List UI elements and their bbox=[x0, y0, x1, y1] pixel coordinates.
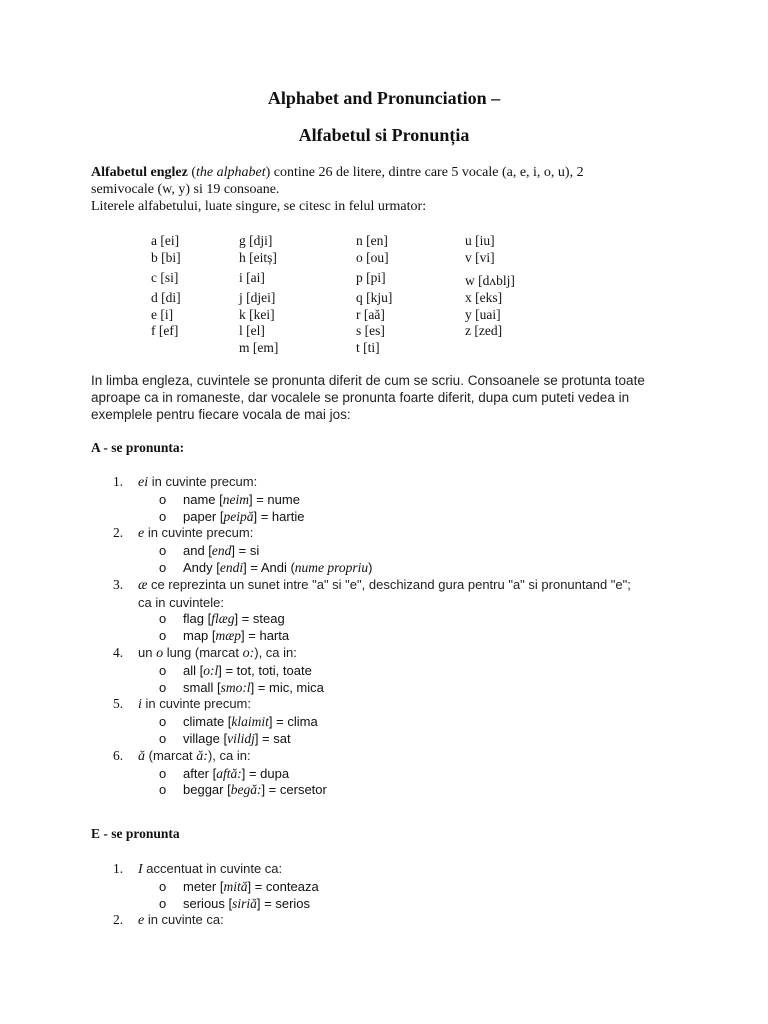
example-word: paper [ bbox=[183, 508, 224, 524]
section-e-list bbox=[91, 861, 691, 930]
item-text: lung (marcat bbox=[163, 644, 243, 660]
list-number: 1. bbox=[113, 474, 124, 489]
list-number: 2. bbox=[113, 525, 124, 541]
alphabet-letter: c [si] bbox=[151, 270, 179, 285]
list-number: 5. bbox=[113, 696, 124, 712]
example-item bbox=[91, 879, 691, 896]
intro-paren: ( bbox=[187, 165, 196, 180]
example-gloss: ] = harta bbox=[241, 628, 290, 644]
alphabet-letter: a [ei] bbox=[151, 233, 180, 248]
alphabet-letter: t [ti] bbox=[356, 339, 380, 355]
intro-rest: ) contine 26 de litere, dintre care 5 vocale (a, e, i, o, u), 2 bbox=[265, 165, 584, 180]
example-gloss: ] = si bbox=[231, 543, 260, 559]
example-gloss: ] = mic, mica bbox=[250, 679, 324, 695]
example-word: Andy [ bbox=[183, 559, 220, 575]
lead-plain: un bbox=[138, 644, 157, 660]
example-word: and [ bbox=[183, 543, 212, 559]
example-gloss: ] = Andi ( bbox=[243, 559, 295, 575]
item-text: in cuvinte precum: bbox=[148, 474, 258, 489]
example-ipa: mită bbox=[223, 878, 248, 894]
bullet-icon: o bbox=[159, 878, 167, 894]
example-item bbox=[91, 896, 691, 913]
sound-symbol: i bbox=[138, 697, 142, 713]
sound-symbol: I bbox=[138, 862, 143, 877]
alphabet-letter: r [aă] bbox=[356, 306, 385, 322]
intro-line-3: Literele alfabetului, luate singure, se citesc in felul urmator: bbox=[91, 199, 427, 214]
example-word: flag [ bbox=[183, 611, 212, 627]
alphabet-letter: g [dji] bbox=[239, 233, 273, 248]
item-text-after: ), ca in: bbox=[254, 644, 297, 660]
list-item-text bbox=[138, 861, 691, 879]
list-item bbox=[91, 748, 691, 766]
alphabet-letter: m [em] bbox=[239, 339, 279, 355]
alphabet-letter: q [kju] bbox=[356, 290, 393, 305]
list-item-text-cont: ca in cuvintele: bbox=[138, 594, 224, 610]
example-word: village [ bbox=[183, 730, 228, 746]
example-ipa: begă: bbox=[230, 782, 262, 798]
intro-line-1 bbox=[91, 164, 691, 181]
list-item-text bbox=[138, 645, 691, 663]
example-gloss: ] = tot, toti, toate bbox=[218, 662, 312, 678]
bullet-icon: o bbox=[159, 714, 167, 730]
list-item bbox=[91, 525, 691, 543]
bullet-icon: o bbox=[159, 679, 167, 695]
example-item bbox=[91, 492, 691, 509]
alphabet-letter: o [ou] bbox=[356, 249, 389, 265]
list-number: 2. bbox=[113, 912, 124, 928]
section-a-list bbox=[91, 474, 691, 799]
item-text: in cuvinte precum: bbox=[141, 696, 251, 712]
sound-symbol: e bbox=[138, 526, 145, 542]
example-item bbox=[91, 680, 691, 697]
list-number: 3. bbox=[113, 576, 124, 592]
example-word: beggar [ bbox=[183, 782, 231, 798]
alphabet-letter: j [djei] bbox=[239, 290, 276, 305]
example-word: climate [ bbox=[183, 714, 232, 730]
list-number: 6. bbox=[113, 747, 124, 763]
item-text-after: ), ca in: bbox=[207, 747, 251, 763]
intro-paragraph bbox=[91, 164, 691, 215]
sound-symbol: ă bbox=[138, 748, 145, 764]
item-text: in cuvinte ca: bbox=[144, 912, 224, 928]
example-gloss: ] = conteaza bbox=[247, 878, 319, 894]
example-word: all [ bbox=[183, 662, 204, 678]
example-word: name [ bbox=[183, 491, 223, 507]
alphabet-letter: z [zed] bbox=[465, 323, 503, 338]
example-ipa: smo:l bbox=[220, 679, 251, 695]
example-ipa: neim bbox=[222, 491, 249, 507]
alphabet-letter: n [en] bbox=[356, 233, 388, 248]
list-item-text bbox=[138, 525, 691, 543]
list-item-text bbox=[138, 474, 691, 492]
list-item-text bbox=[138, 577, 691, 595]
sound-symbol: æ bbox=[138, 577, 148, 593]
list-number: 1. bbox=[113, 861, 124, 876]
list-item bbox=[91, 577, 691, 612]
example-word: after [ bbox=[183, 765, 217, 781]
sound-mark: ă: bbox=[196, 748, 208, 764]
alphabet-letter: d [di] bbox=[151, 290, 181, 305]
item-text: accentuat in cuvinte ca: bbox=[142, 861, 283, 876]
example-gloss: ] = steag bbox=[234, 611, 285, 627]
alphabet-letter: w [dʌblj] bbox=[465, 273, 515, 288]
intro-line-2: semivocale (w, y) si 19 consoane. bbox=[91, 182, 280, 197]
bullet-icon: o bbox=[159, 730, 167, 746]
item-text: ce reprezinta un sunet intre "a" si "e", deschizand gura pentru "a" si pronuntand "e"; bbox=[147, 576, 631, 592]
example-item bbox=[91, 560, 691, 577]
bullet-icon: o bbox=[159, 895, 167, 911]
alphabet-letter: l [el] bbox=[239, 323, 265, 338]
document-title: Alphabet and Pronunciation – bbox=[267, 88, 501, 108]
list-item-text bbox=[138, 912, 691, 930]
alphabet-letter: h [eitș] bbox=[239, 249, 277, 265]
sound-symbol: e bbox=[138, 913, 145, 929]
example-word: serious [ bbox=[183, 895, 233, 911]
alphabet-letter: f [ef] bbox=[151, 323, 179, 338]
example-item bbox=[91, 628, 691, 645]
list-item-text bbox=[138, 696, 691, 714]
bullet-icon: o bbox=[159, 611, 167, 627]
alphabet-letter: e [i] bbox=[151, 306, 174, 322]
example-word: meter [ bbox=[183, 878, 224, 894]
pronunciation-paragraph: In limba engleza, cuvintele se pronunta diferit de cum se scriu. Consoanele se protunta toate aproape ca in romaneste, dar vocalele se pronunta foarte diferit, dupa cum puteti vedea in exemplele pentru fiecare vocala de mai jos: bbox=[91, 373, 645, 422]
example-item bbox=[91, 714, 691, 731]
bullet-icon: o bbox=[159, 765, 167, 781]
example-gloss: ] = hartie bbox=[253, 508, 305, 524]
list-item-text bbox=[138, 748, 691, 766]
alphabet-letter: b [bi] bbox=[151, 249, 181, 265]
list-item bbox=[91, 696, 691, 714]
intro-bold-term: Alfabetul englez bbox=[91, 165, 188, 180]
example-word: map [ bbox=[183, 628, 216, 644]
example-gloss: ] = nume bbox=[249, 491, 300, 507]
list-number: 4. bbox=[113, 644, 124, 660]
alphabet-letter: x [eks] bbox=[465, 290, 503, 305]
example-ipa: endi bbox=[219, 559, 244, 575]
bullet-icon: o bbox=[159, 662, 167, 678]
alphabet-letter: v [vi] bbox=[465, 249, 495, 265]
example-item bbox=[91, 509, 691, 526]
example-ipa: end bbox=[211, 543, 232, 559]
sound-symbol: ei bbox=[138, 475, 149, 490]
example-item bbox=[91, 663, 691, 680]
document-subtitle: Alfabetul si Pronunția bbox=[298, 125, 470, 145]
list-item bbox=[91, 474, 691, 492]
bullet-icon: o bbox=[159, 491, 167, 507]
bullet-icon: o bbox=[159, 559, 167, 575]
example-item bbox=[91, 543, 691, 560]
item-text: (marcat bbox=[145, 747, 197, 763]
bullet-icon: o bbox=[159, 628, 167, 644]
list-item bbox=[91, 912, 691, 930]
example-item bbox=[91, 782, 691, 799]
example-item bbox=[91, 731, 691, 748]
example-ipa: klaimit bbox=[231, 714, 269, 730]
example-gloss: ] = cersetor bbox=[261, 782, 327, 798]
alphabet-letter: i [ai] bbox=[239, 270, 265, 285]
example-item bbox=[91, 611, 691, 628]
example-ipa: aftă: bbox=[216, 765, 242, 781]
alphabet-letter: u [iu] bbox=[465, 233, 495, 248]
section-a-heading: A - se pronunta: bbox=[91, 440, 185, 455]
example-ipa: mæp bbox=[215, 628, 242, 644]
list-item bbox=[91, 645, 691, 663]
example-gloss: ] = clima bbox=[268, 714, 318, 730]
example-ipa: o:l bbox=[203, 662, 219, 678]
alphabet-letter: y [uai] bbox=[465, 306, 501, 322]
example-ipa: vilidj bbox=[227, 730, 255, 746]
bullet-icon: o bbox=[159, 508, 167, 524]
bullet-icon: o bbox=[159, 543, 167, 559]
alphabet-letter: k [kei] bbox=[239, 306, 275, 322]
example-gloss: ] = dupa bbox=[241, 765, 290, 781]
example-note: nume propriu bbox=[294, 559, 369, 575]
bullet-icon: o bbox=[159, 782, 167, 798]
list-item bbox=[91, 861, 691, 879]
item-text: in cuvinte precum: bbox=[144, 525, 254, 541]
alphabet-letter: s [es] bbox=[356, 323, 385, 338]
sound-mark: o: bbox=[242, 645, 255, 661]
intro-italic-term: the alphabet bbox=[196, 165, 266, 180]
section-e-heading: E - se pronunta bbox=[91, 826, 180, 841]
example-ipa: peipă bbox=[223, 508, 254, 524]
example-item bbox=[91, 766, 691, 783]
example-word: small [ bbox=[183, 679, 221, 695]
example-gloss: ] = sat bbox=[254, 730, 291, 746]
sound-symbol: o bbox=[156, 645, 164, 661]
alphabet-letter: p [pi] bbox=[356, 270, 386, 285]
example-ipa: flæg bbox=[211, 611, 235, 627]
example-tail: ) bbox=[368, 559, 373, 575]
example-ipa: siriă bbox=[232, 895, 257, 911]
example-gloss: ] = serios bbox=[256, 895, 311, 911]
